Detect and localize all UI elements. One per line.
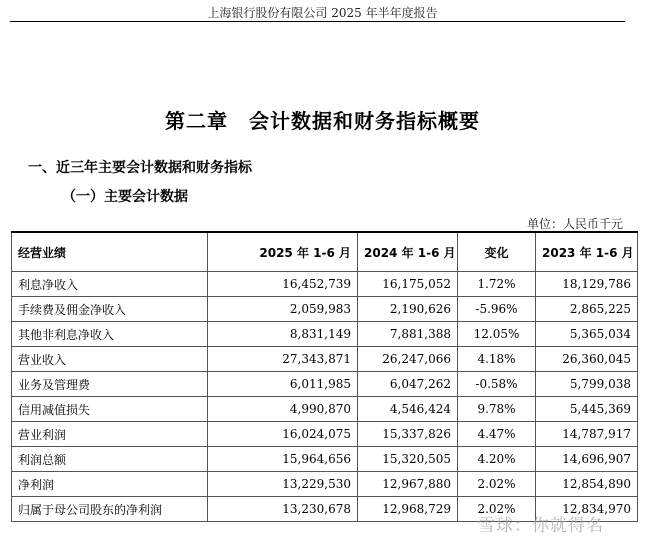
value-2024: 12,968,729 — [358, 497, 458, 522]
value-2025: 6,011,985 — [208, 372, 358, 397]
value-2025: 15,964,656 — [208, 447, 358, 472]
change-value: 4.18% — [458, 347, 536, 372]
value-2025: 13,230,678 — [208, 497, 358, 522]
value-2025: 13,229,530 — [208, 472, 358, 497]
value-2024: 15,320,505 — [358, 447, 458, 472]
watermark: 雪球：你就得名 — [478, 516, 604, 536]
header-rule — [10, 21, 625, 22]
value-2023: 14,787,917 — [536, 422, 638, 447]
change-value: 12.05% — [458, 322, 536, 347]
row-label: 利息净收入 — [12, 272, 208, 297]
table-row — [12, 372, 638, 397]
change-value: 2.02% — [458, 497, 536, 522]
section-heading: 一、近三年主要会计数据和财务指标 — [28, 160, 252, 176]
value-2023: 2,865,225 — [536, 297, 638, 322]
row-label: 手续费及佣金净收入 — [12, 297, 208, 322]
value-2023: 5,365,034 — [536, 322, 638, 347]
value-2023: 5,445,369 — [536, 397, 638, 422]
header-cell-item: 经营业绩 — [12, 232, 208, 272]
value-2024: 16,175,052 — [358, 272, 458, 297]
value-2024: 12,967,880 — [358, 472, 458, 497]
row-label: 归属于母公司股东的净利润 — [12, 497, 208, 522]
change-value: 4.47% — [458, 422, 536, 447]
value-2023: 26,360,045 — [536, 347, 638, 372]
value-2025: 16,452,739 — [208, 272, 358, 297]
row-label: 净利润 — [12, 472, 208, 497]
value-2024: 2,190,626 — [358, 297, 458, 322]
value-2024: 15,337,826 — [358, 422, 458, 447]
subsection-heading: （一）主要会计数据 — [62, 189, 188, 205]
table-row — [12, 297, 638, 322]
value-2025: 2,059,983 — [208, 297, 358, 322]
unit-label: 单位：人民币千元 — [526, 217, 623, 231]
report-header: 上海银行股份有限公司 2025 年半年度报告 — [207, 6, 438, 20]
row-label: 其他非利息净收入 — [12, 322, 208, 347]
row-label: 利润总额 — [12, 447, 208, 472]
chapter-title: 第二章 会计数据和财务指标概要 — [165, 109, 480, 133]
header-cell-2023: 2023 年 1-6 月 — [536, 232, 638, 272]
change-value: 1.72% — [458, 272, 536, 297]
value-2023: 5,799,038 — [536, 372, 638, 397]
table-row — [12, 422, 638, 447]
value-2025: 16,024,075 — [208, 422, 358, 447]
change-value: 4.20% — [458, 447, 536, 472]
table-row — [12, 322, 638, 347]
row-label: 营业收入 — [12, 347, 208, 372]
table-header-row — [12, 232, 638, 272]
row-label: 营业利润 — [12, 422, 208, 447]
value-2025: 27,343,871 — [208, 347, 358, 372]
value-2024: 7,881,388 — [358, 322, 458, 347]
change-value: -5.96% — [458, 297, 536, 322]
value-2023: 12,834,970 — [536, 497, 638, 522]
value-2023: 18,129,786 — [536, 272, 638, 297]
financial-table — [11, 231, 638, 522]
table-row — [12, 397, 638, 422]
change-value: 9.78% — [458, 397, 536, 422]
value-2023: 14,696,907 — [536, 447, 638, 472]
header-cell-2024: 2024 年 1-6 月 — [358, 232, 458, 272]
value-2025: 4,990,870 — [208, 397, 358, 422]
value-2024: 4,546,424 — [358, 397, 458, 422]
value-2023: 12,854,890 — [536, 472, 638, 497]
header-cell-2025: 2025 年 1-6 月 — [208, 232, 358, 272]
row-label: 信用减值损失 — [12, 397, 208, 422]
change-value: 2.02% — [458, 472, 536, 497]
table-row — [12, 347, 638, 372]
value-2025: 8,831,149 — [208, 322, 358, 347]
table-row — [12, 272, 638, 297]
change-value: -0.58% — [458, 372, 536, 397]
table-row — [12, 447, 638, 472]
value-2024: 6,047,262 — [358, 372, 458, 397]
value-2024: 26,247,066 — [358, 347, 458, 372]
table-row — [12, 472, 638, 497]
header-cell-change: 变化 — [458, 232, 536, 272]
row-label: 业务及管理费 — [12, 372, 208, 397]
